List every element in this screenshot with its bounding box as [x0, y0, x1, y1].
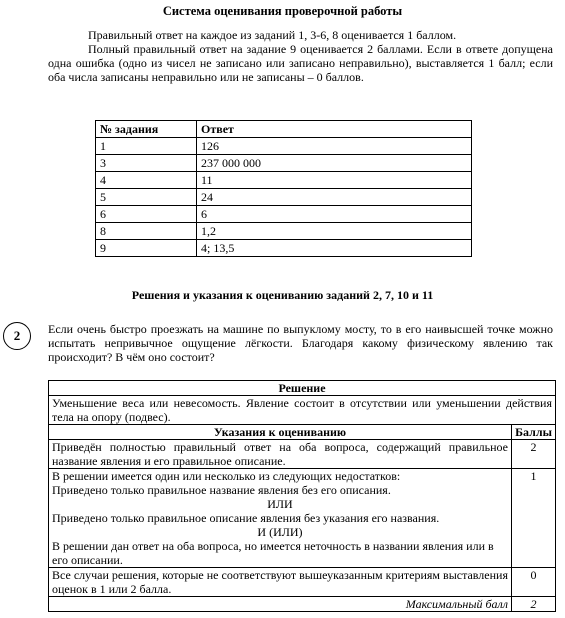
criterion-1-score: 1	[512, 469, 556, 568]
header-answer: Ответ	[197, 121, 472, 138]
task-answer: 126	[197, 138, 472, 155]
solution-text: Уменьшение веса или невесомость. Явление состоит в отсутствии или уменьшении действия тела на опору (подвес).	[49, 396, 556, 425]
task-number: 9	[96, 240, 197, 257]
answers-table-header	[96, 121, 472, 138]
task-number: 3	[96, 155, 197, 172]
page-title: Система оценивания проверочной работы	[162, 4, 403, 18]
task-answer: 24	[197, 189, 472, 206]
intro-paragraph-2: Полный правильный ответ на задание 9 оценивается 2 баллами. Если в ответе допущена одна ошибка (одно из чисел не записано или записано неправильно), выставляется 1 балл; если оба числа записаны неправильно или не записаны – 0 баллов.	[48, 42, 553, 84]
criterion-1-option-c: В решении дан ответ на оба вопроса, но имеется неточность в названии явления или в его описании.	[52, 539, 494, 567]
solution-header: Решение	[49, 381, 556, 396]
criterion-1-and-or: И (ИЛИ)	[257, 525, 303, 539]
criterion-2-score: 2	[512, 440, 556, 469]
task-number: 6	[96, 206, 197, 223]
criteria-header: Указания к оцениванию	[49, 425, 512, 440]
grading-table	[48, 380, 556, 612]
criterion-1-or: ИЛИ	[267, 497, 293, 511]
max-score-value: 2	[512, 597, 556, 612]
question-number-badge: 2	[3, 322, 31, 350]
max-score-label: Максимальный балл	[49, 597, 512, 612]
solution-row	[49, 396, 556, 425]
table-row	[96, 172, 472, 189]
task-answer: 4; 13,5	[197, 240, 472, 257]
table-row	[96, 206, 472, 223]
table-row	[96, 223, 472, 240]
table-row	[96, 155, 472, 172]
criterion-row-2	[49, 440, 556, 469]
criterion-1-intro: В решении имеется один или несколько из следующих недостатков:	[52, 469, 401, 483]
points-header: Баллы	[512, 425, 556, 440]
task-number: 4	[96, 172, 197, 189]
criterion-row-1	[49, 469, 556, 568]
task-number: 8	[96, 223, 197, 240]
task-answer: 6	[197, 206, 472, 223]
criterion-2-text: Приведён полностью правильный ответ на оба вопроса, содержащий правильное название явления и его правильное описание.	[49, 440, 512, 469]
task-answer: 237 000 000	[197, 155, 472, 172]
criterion-1-option-a: Приведено только правильное название явления без его описания.	[52, 483, 391, 497]
header-task-number: № задания	[96, 121, 197, 138]
task-answer: 1,2	[197, 223, 472, 240]
max-score-row	[49, 597, 556, 612]
section-title: Решения и указания к оцениванию заданий 2, 7, 10 и 11	[131, 288, 434, 302]
table-row	[96, 240, 472, 257]
intro-text	[48, 28, 553, 84]
criterion-1-cell	[49, 469, 512, 568]
solution-header-row	[49, 381, 556, 396]
table-row	[96, 189, 472, 206]
task-number: 5	[96, 189, 197, 206]
criteria-header-row	[49, 425, 556, 440]
task-answer: 11	[197, 172, 472, 189]
criterion-0-text: Все случаи решения, которые не соответствуют вышеуказанным критериям выставления оценок в 1 или 2 балла.	[49, 568, 512, 597]
criterion-row-0	[49, 568, 556, 597]
question-text: Если очень быстро проезжать на машине по выпуклому мосту, то в его наивысшей точке можно испытать непривычное ощущение лёгкости. Благодаря какому физическому явлению так происходит? В чём оно состоит?	[48, 322, 553, 364]
task-number: 1	[96, 138, 197, 155]
criterion-1-option-b: Приведено только правильное описание явления без указания его названия.	[52, 511, 440, 525]
answers-table	[95, 120, 472, 257]
criterion-0-score: 0	[512, 568, 556, 597]
intro-paragraph-1: Правильный ответ на каждое из заданий 1, 3-6, 8 оценивается 1 баллом.	[88, 28, 457, 42]
table-row	[96, 138, 472, 155]
